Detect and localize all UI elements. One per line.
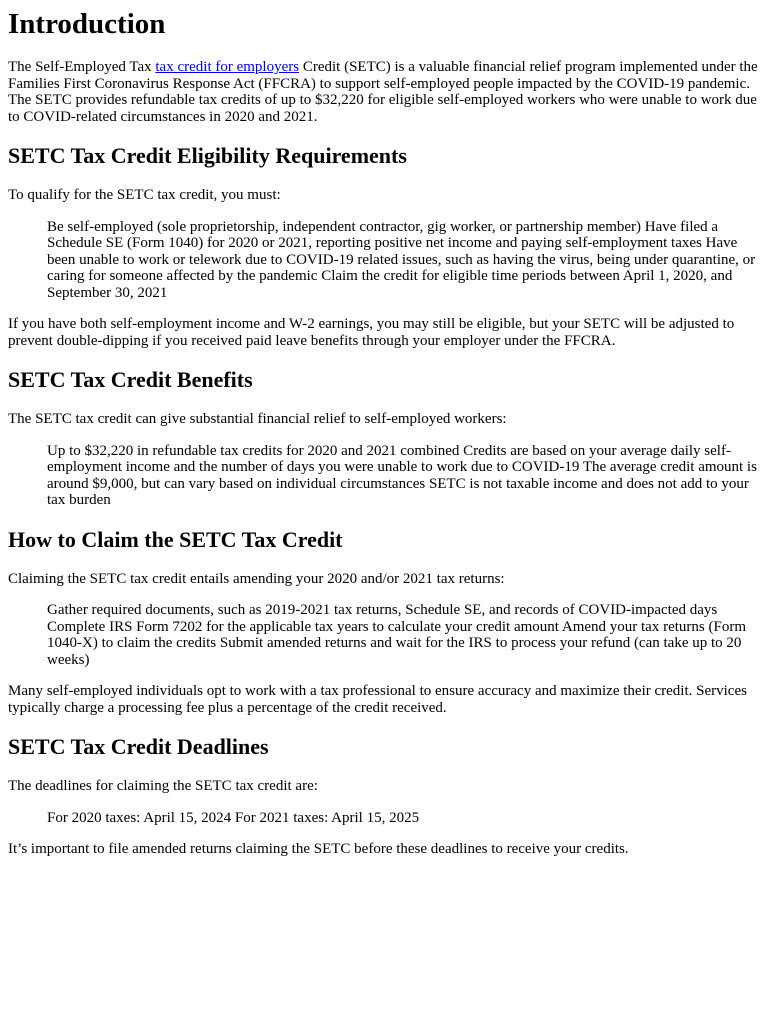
claim-follow: Many self-employed individuals opt to work with a tax professional to ensure accuracy and maximize their credit. Services typically charge a processing fee plus a percentage of the credit received. (8, 683, 747, 716)
intro-paragraph (8, 59, 760, 125)
eligibility-follow: If you have both self-employment income and W-2 earnings, you may still be eligible, but your SETC will be adjusted to prevent double-dipping if you received paid leave benefits through your employer under the FFCRA. (8, 316, 735, 349)
deadlines-quote: For 2020 taxes: April 15, 2024 For 2021 taxes: April 15, 2025 (47, 809, 420, 826)
claim-quote: Gather required documents, such as 2019-2021 tax returns, Schedule SE, and records of COVID-impacted days Complete IRS Form 7202 for the applicable tax years to calculate your credit amount Amend your tax returns (Form 1040-X) to claim the credits Submit amended returns and wait for the IRS to process your refund (can take up to 20 weeks) (47, 602, 746, 668)
intro-heading: Introduction (8, 8, 166, 40)
claim-heading: How to Claim the SETC Tax Credit (8, 526, 343, 552)
deadlines-heading: SETC Tax Credit Deadlines (8, 734, 269, 759)
eligibility-heading: SETC Tax Credit Eligibility Requirements (8, 143, 407, 168)
claim-lead: Claiming the SETC tax credit entails amending your 2020 and/or 2021 tax returns: (8, 570, 505, 587)
eligibility-lead: To qualify for the SETC tax credit, you must: (8, 187, 281, 203)
eligibility-quote: Be self-employed (sole proprietorship, independent contractor, gig worker, or partnership member) Have filed a Schedule SE (Form 1040) for 2020 or 2021, reporting positive net income and paying self-employment taxes Have been unable to work or telework due to COVID-19 related issues, such as having the virus, being under quarantine, or caring for someone affected by the pandemic Claim the credit for eligible time periods between April 1, 2020, and September 30, 2021 (47, 218, 756, 301)
benefits-quote: Up to $32,220 in refundable tax credits for 2020 and 2021 combined Credits are based on your average daily self-employment income and the number of days you were unable to work due to COVID-19 The average credit amount is around $9,000, but can vary based on individual circumstances SETC is not taxable income and does not add to your tax burden (47, 442, 757, 508)
benefits-heading: SETC Tax Credit Benefits (8, 367, 253, 392)
deadlines-follow: It’s important to file amended returns claiming the SETC before these deadlines to receive your credits. (8, 841, 629, 857)
deadlines-lead: The deadlines for claiming the SETC tax credit are: (8, 778, 318, 794)
intro-text-after-link: Credit (SETC) is a valuable financial relief program implemented under the Families First Coronavirus Response Act (FFCRA) to support self-employed people impacted by the COVID-19 pandemic. The SETC provides refundable tax credits of up to $32,220 for eligible self-employed workers who were unable to work due to COVID-related circumstances in 2020 and 2021. (8, 59, 758, 125)
article-page (0, 8, 768, 858)
benefits-lead: The SETC tax credit can give substantial financial relief to self-employed workers: (8, 411, 507, 427)
tax-credit-for-employers-link[interactable]: tax credit for employers (155, 59, 300, 75)
intro-text-before-link: The Self-Employed Tax (8, 59, 156, 75)
